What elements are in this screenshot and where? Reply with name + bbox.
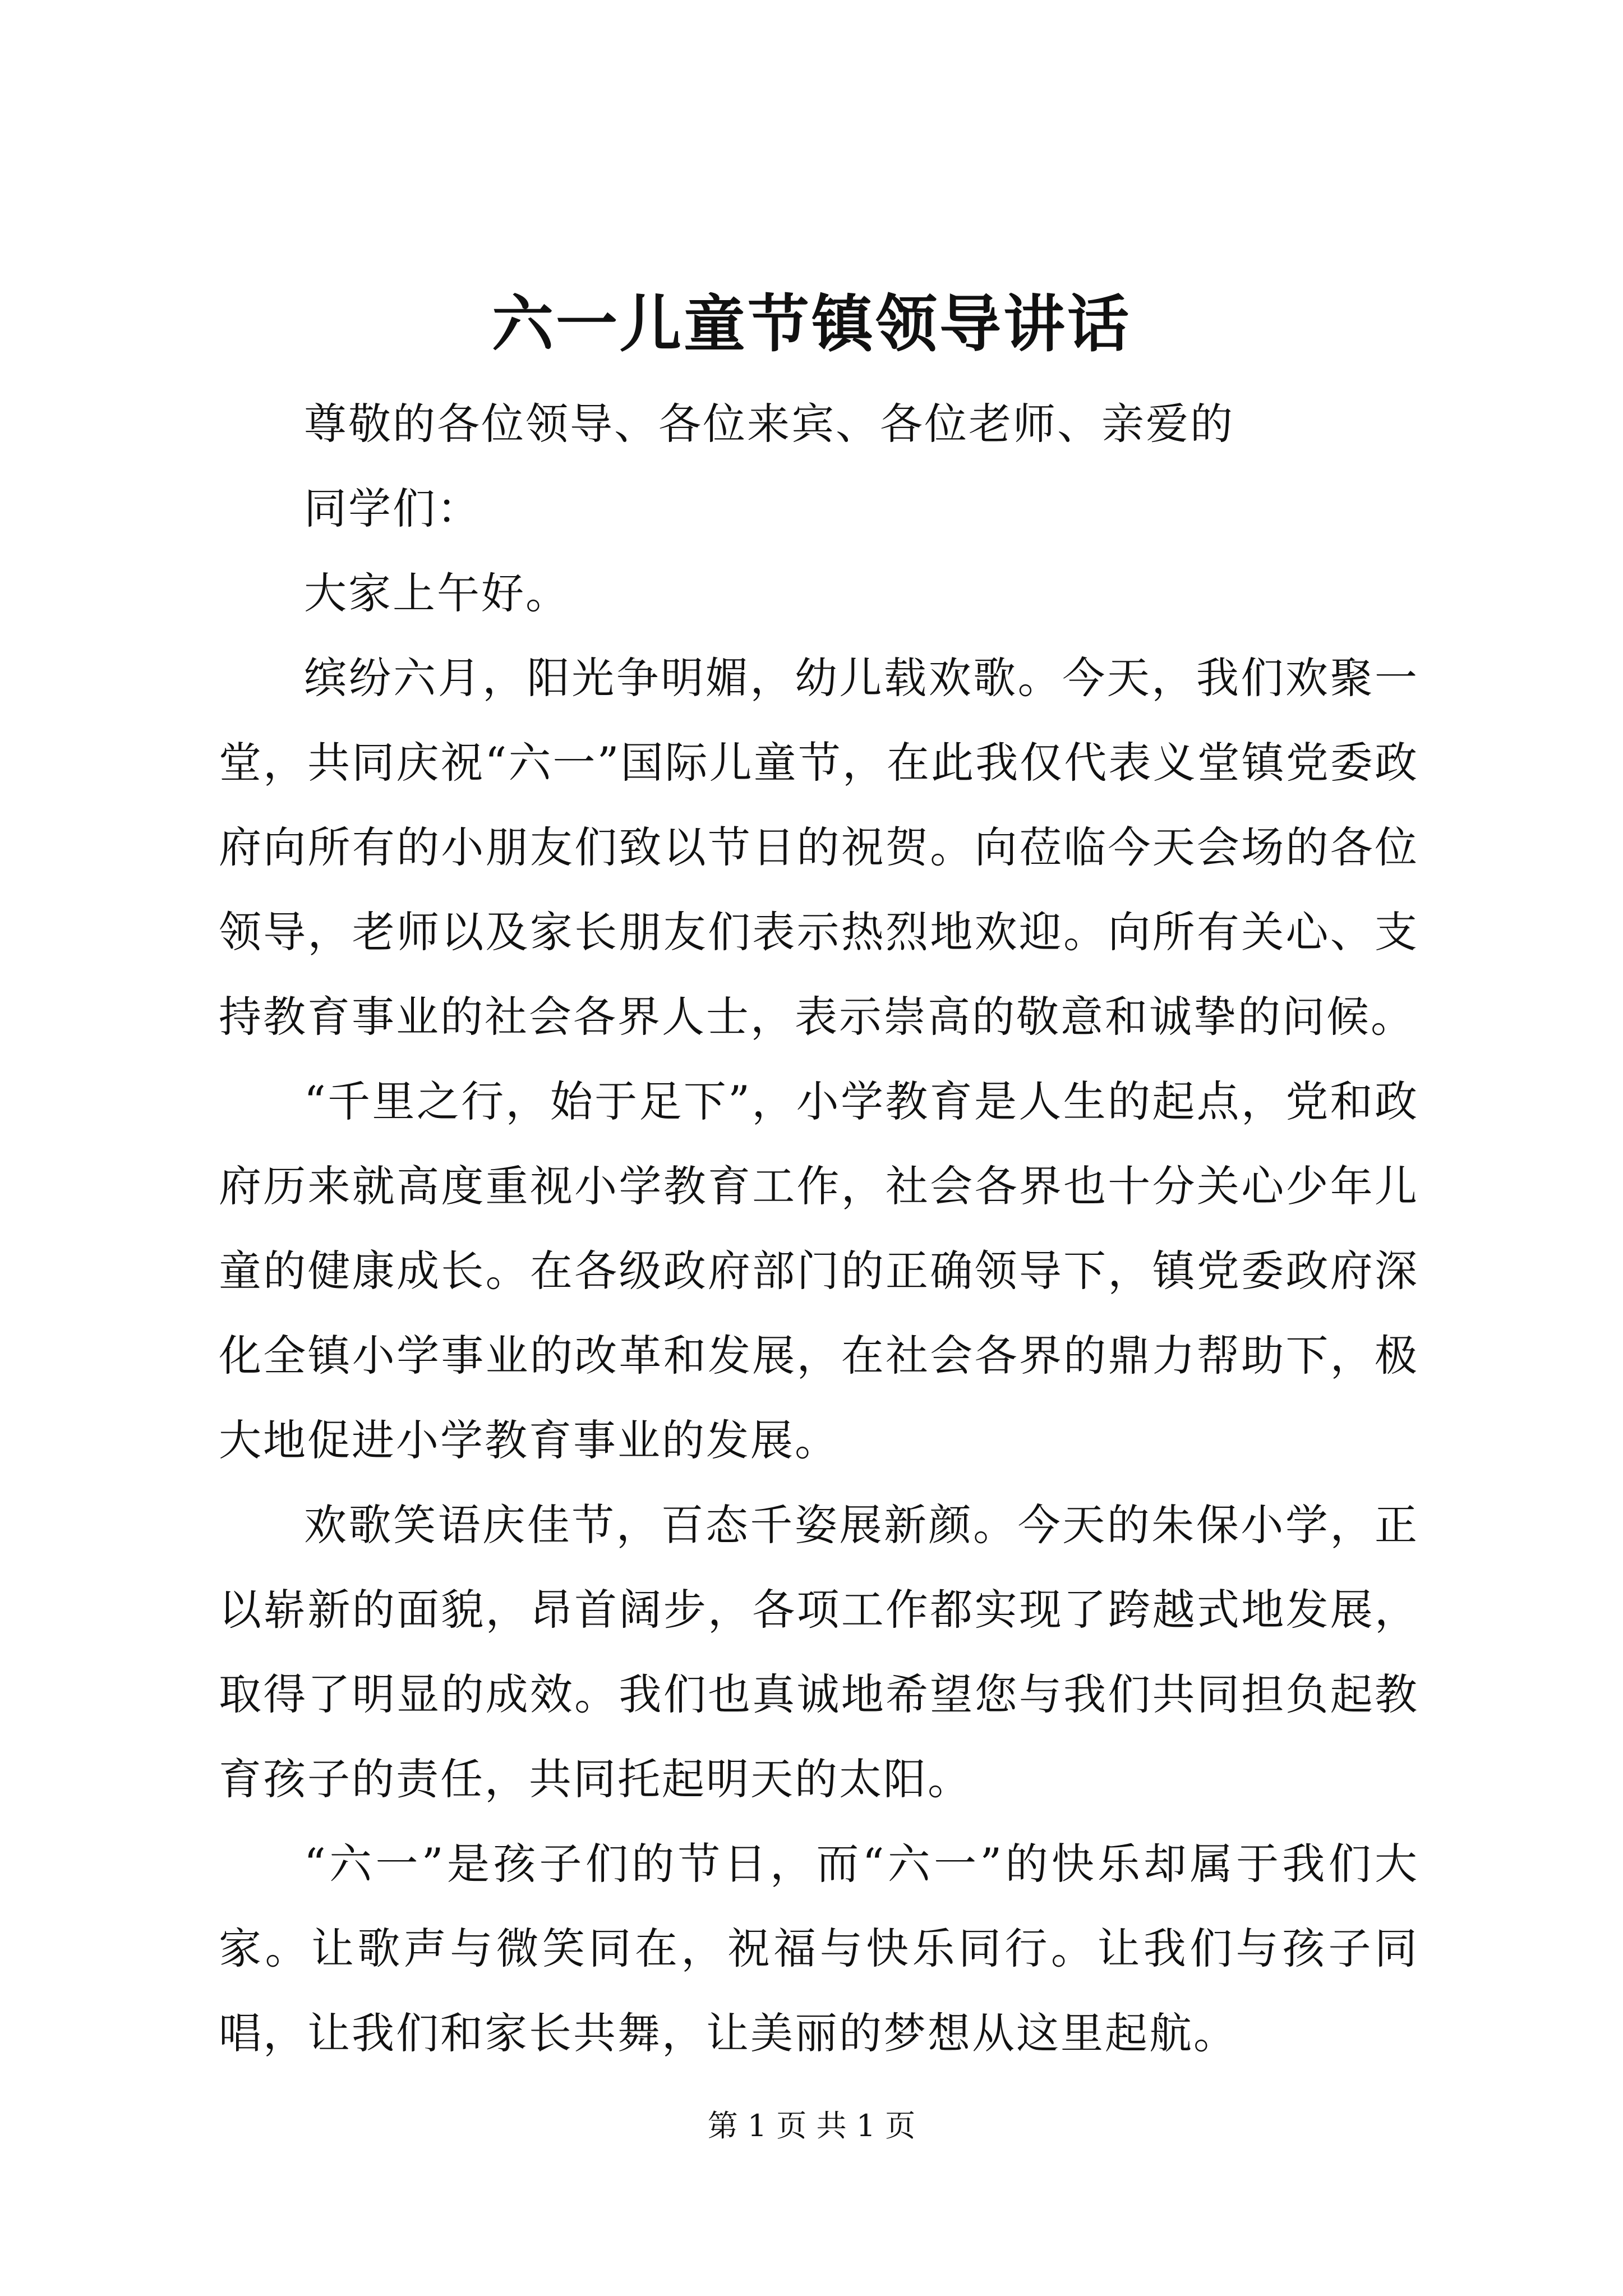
paragraph-salutation-continued: 同学们： [304, 484, 481, 533]
page-number-footer: 第 1 页 共 1 页 [707, 2108, 916, 2143]
paragraph-education: “千里之行，始于足下”，小学教育是人生的起点，党和政府历来就高度重视小学教育工作，社会各界也十分关心少年儿童的健康成长。在各级政府部门的正确领导下，镇党委政府深化全镇小学事业的改革和发展，在社会各界的鼎力帮助下，极大地促进小学教育事业的发展。 [219, 1076, 1419, 1465]
document-title: 六一儿童节镇领导讲话 [492, 288, 1131, 360]
paragraph-school-progress: 欢歌笑语庆佳节，百态千姿展新颜。今天的朱保小学，正以崭新的面貌，昂首阔步，各项工作都实现了跨越式地发展，取得了明显的成效。我们也真诚地希望您与我们共同担负起教育孩子的责任，共同托起明天的太阳。 [219, 1500, 1419, 1804]
paragraph-celebration: 缤纷六月，阳光争明媚，幼儿载欢歌。今天，我们欢聚一堂，共同庆祝“六一”国际儿童节，在此我仅代表义堂镇党委政府向所有的小朋友们致以节日的祝贺。向莅临今天会场的各位领导，老师以及家长朋友们表示热烈地欢迎。向所有关心、支持教育事业的社会各界人士，表示崇高的敬意和诚挚的问候。 [219, 653, 1419, 1042]
paragraph-greeting: 大家上午好。 [304, 568, 570, 618]
paragraph-closing: “六一”是孩子们的节日，而“六一”的快乐却属于我们大家。让歌声与微笑同在，祝福与快乐同行。让我们与孩子同唱，让我们和家长共舞，让美丽的梦想从这里起航。 [219, 1839, 1419, 2058]
paragraph-salutation: 尊敬的各位领导、各位来宾、各位老师、亲爱的 [304, 399, 1234, 449]
document-body [219, 381, 1419, 2076]
